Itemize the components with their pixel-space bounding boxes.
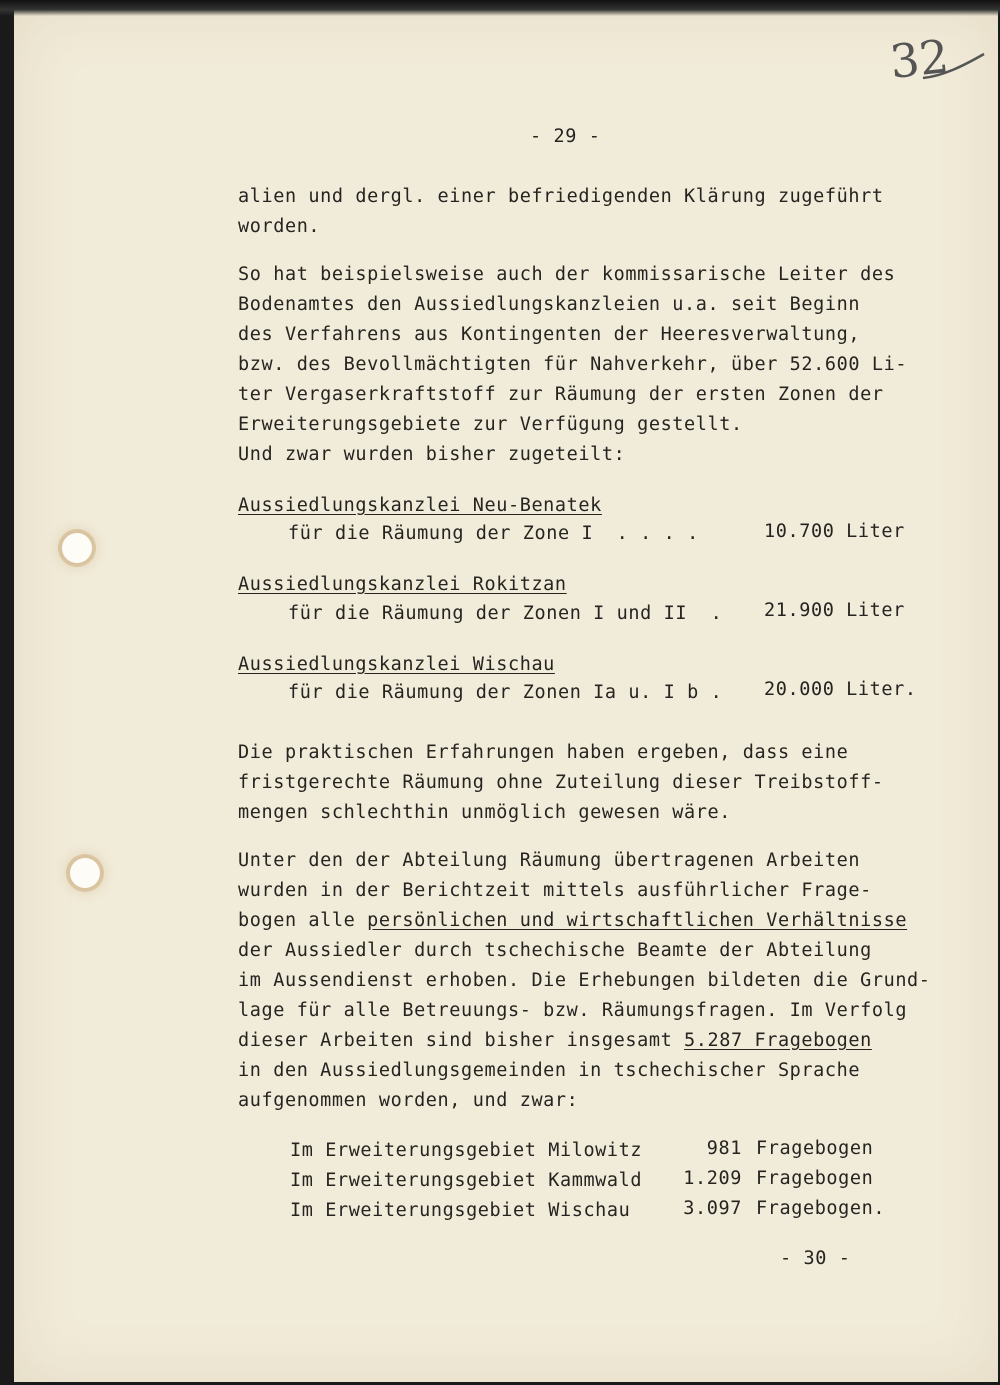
questionnaire-area: Im Erweiterungsgebiet Wischau — [290, 1200, 631, 1221]
paragraph-1-line: worden. — [238, 216, 321, 237]
paragraph-4-line — [238, 1030, 872, 1052]
scan-edge — [0, 0, 1000, 16]
paragraph-4-line: aufgenommen worden, und zwar: — [238, 1090, 579, 1111]
page-number: - 29 - — [530, 126, 601, 147]
paragraph-4-line: lage für alle Betreuungs- bzw. Räumungsfragen. Im Verfolg — [238, 1000, 908, 1021]
paragraph-1-line: alien und dergl. einer befriedigenden Klärung zugeführt — [238, 186, 884, 207]
questionnaire-area: Im Erweiterungsgebiet Kammwald — [290, 1170, 643, 1191]
paragraph-2-line: So hat beispielsweise auch der kommissarische Leiter des — [238, 264, 896, 285]
paragraph-3-line: Die praktischen Erfahrungen haben ergeben, dass eine — [238, 742, 849, 763]
paragraph-4-line: wurden in der Berichtzeit mittels ausführlicher Frage- — [238, 880, 872, 901]
allocation-amount: 21.900 Liter — [764, 600, 905, 621]
paragraph-2-line: Und zwar wurden bisher zugeteilt: — [238, 444, 626, 465]
allocation-office: Aussiedlungskanzlei Neu-Benatek — [238, 495, 602, 516]
text-run: bogen alle — [238, 910, 368, 931]
underlined-phrase: persönlichen und wirtschaftlichen Verhältnisse — [367, 910, 908, 931]
questionnaire-count: 981 — [706, 1138, 742, 1159]
paragraph-2-line: bzw. des Bevollmächtigten für Nahverkehr, über 52.600 Li- — [238, 354, 908, 375]
questionnaire-unit: Fragebogen — [756, 1138, 874, 1159]
allocation-office: Aussiedlungskanzlei Wischau — [238, 654, 555, 675]
allocation-purpose: für die Räumung der Zonen Ia u. I b . — [288, 682, 723, 703]
paragraph-3-line: mengen schlechthin unmöglich gewesen wäre. — [238, 802, 731, 823]
next-page-marker: - 30 - — [780, 1248, 851, 1269]
paragraph-4-line — [238, 910, 907, 932]
paragraph-3-line: fristgerechte Räumung ohne Zuteilung dieser Treibstoff- — [238, 772, 884, 793]
allocation-purpose: für die Räumung der Zone I . . . . — [288, 523, 699, 544]
allocation-amount: 10.700 Liter — [764, 521, 905, 542]
paragraph-2-line: des Verfahrens aus Kontingenten der Heeresverwaltung, — [238, 324, 861, 345]
paragraph-2-line: Erweiterungsgebiete zur Verfügung gestellt. — [238, 414, 743, 435]
underlined-total: 5.287 Fragebogen — [684, 1030, 872, 1051]
paragraph-4-line: in den Aussiedlungsgemeinden in tschechischer Sprache — [238, 1060, 861, 1081]
handwritten-stroke — [918, 48, 988, 88]
text-run: dieser Arbeiten sind bisher insgesamt — [238, 1030, 685, 1051]
allocation-office: Aussiedlungskanzlei Rokitzan — [238, 574, 567, 595]
questionnaire-count: 3.097 — [683, 1198, 742, 1219]
questionnaire-unit: Fragebogen. — [756, 1198, 886, 1219]
allocation-amount: 20.000 Liter. — [764, 679, 917, 700]
paragraph-4-line: der Aussiedler durch tschechische Beamte der Abteilung — [238, 940, 872, 961]
punch-hole-bottom — [70, 858, 100, 888]
paragraph-4-line: Unter den der Abteilung Räumung übertragenen Arbeiten — [238, 850, 861, 871]
questionnaire-count: 1.209 — [683, 1168, 742, 1189]
questionnaire-area: Im Erweiterungsgebiet Milowitz — [290, 1140, 643, 1161]
allocation-purpose: für die Räumung der Zonen I und II . — [288, 603, 723, 624]
paragraph-2-line: ter Vergaserkraftstoff zur Räumung der ersten Zonen der — [238, 384, 884, 405]
punch-hole-top — [62, 533, 92, 563]
handwritten-page-number: 32 — [887, 29, 952, 89]
questionnaire-unit: Fragebogen — [756, 1168, 874, 1189]
paragraph-2-line: Bodenamtes den Aussiedlungskanzleien u.a. seit Beginn — [238, 294, 861, 315]
paragraph-4-line: im Aussendienst erhoben. Die Erhebungen bildeten die Grund- — [238, 970, 931, 991]
